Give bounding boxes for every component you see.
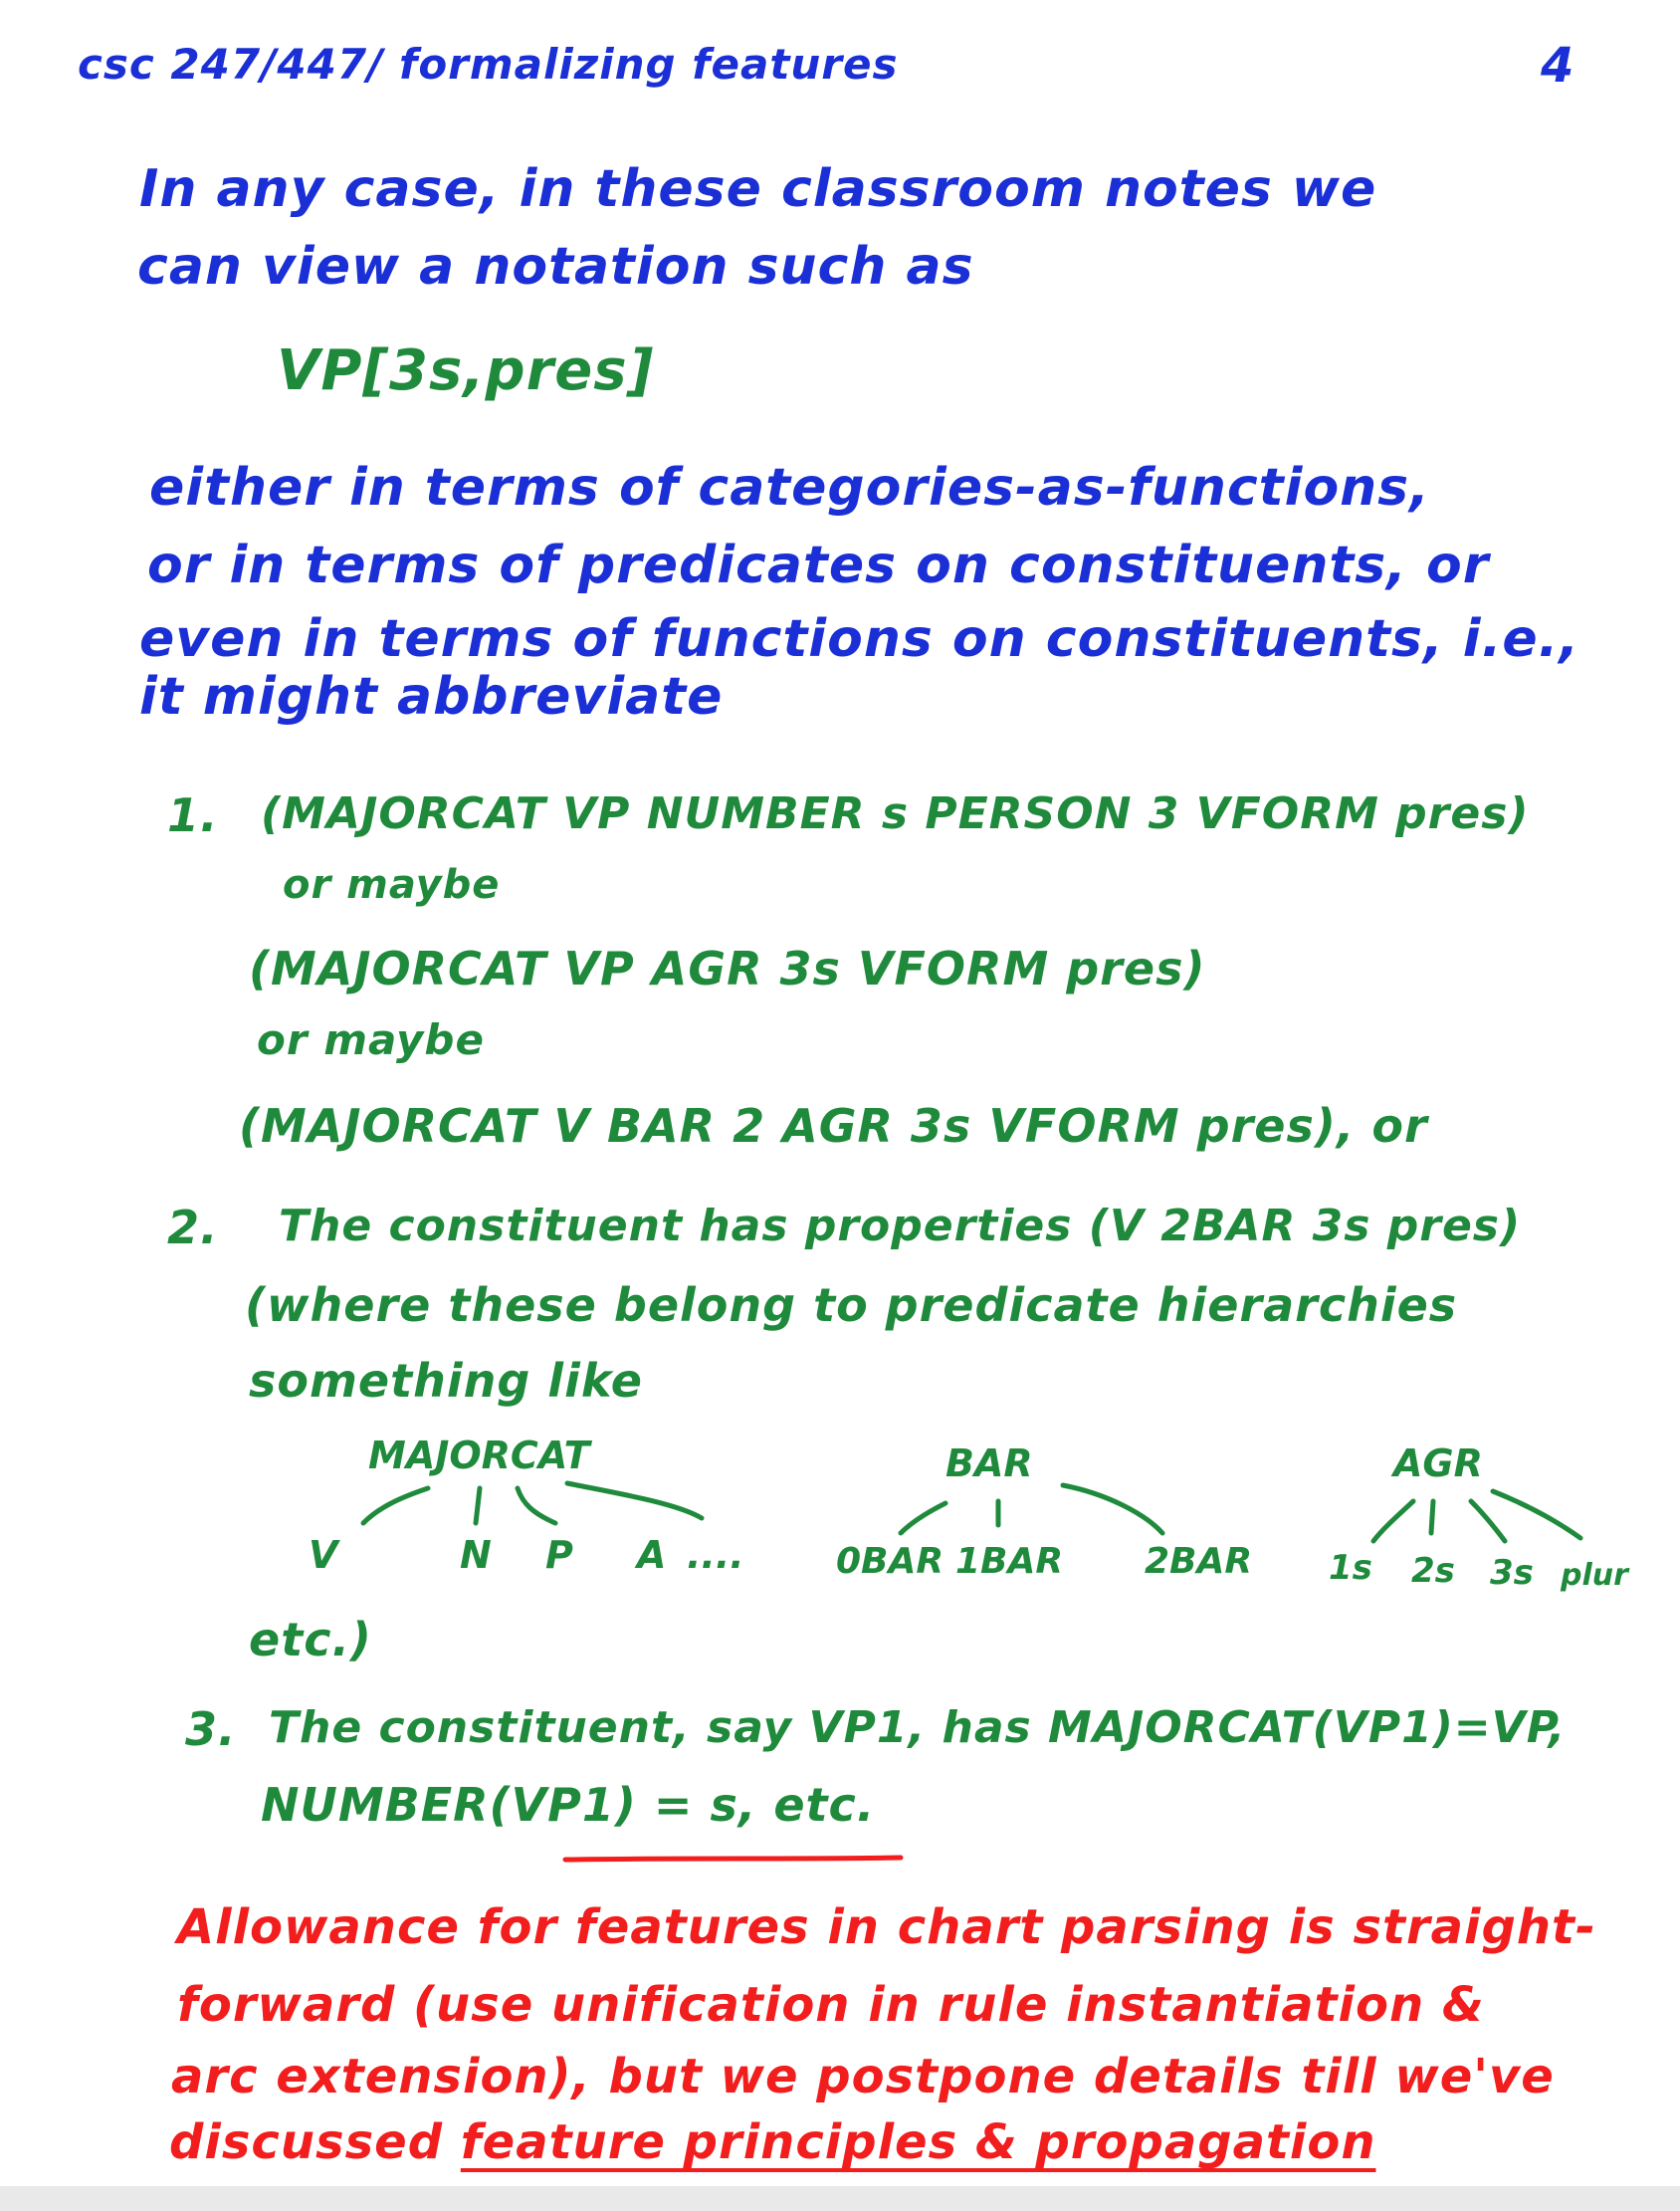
hierarchy-agr-child-2s: 2s (1411, 1551, 1455, 1591)
item-1-or-maybe-1: or maybe (283, 862, 501, 908)
hierarchy-majorcat-child-n: N (460, 1533, 492, 1577)
hierarchy-agr-child-plur: plur (1561, 1558, 1628, 1593)
item-1-line-1: (MAJORCAT VP NUMBER s PERSON 3 VFORM pres) (261, 788, 1530, 839)
page-number: 4 (1541, 38, 1575, 94)
notation-example: VP[3s,pres] (277, 338, 655, 403)
item-1-line-3: (MAJORCAT V BAR 2 AGR 3s VFORM pres), or (239, 1099, 1428, 1153)
item-1-or-maybe-2: or maybe (257, 1015, 485, 1064)
explain-line-4: it might abbreviate (139, 667, 724, 727)
item-3-number: 3. (185, 1702, 237, 1756)
hierarchy-majorcat-root: MAJORCAT (368, 1434, 590, 1477)
item-3-line-1: The constituent, say VP1, has MAJORCAT(VP1)=VP, (269, 1702, 1567, 1753)
footer-line-2: forward (use unification in rule instantiation & (177, 1977, 1485, 2033)
item-2-line-1: The constituent has properties (V 2BAR 3s pres) (279, 1201, 1522, 1251)
scan-bottom-edge (0, 2186, 1680, 2211)
page-header-title: csc 247/447/ formalizing features (78, 40, 899, 89)
hierarchy-bar-child-1bar: 1BAR (955, 1541, 1064, 1582)
explain-line-3: even in terms of functions on constituents, i.e., (139, 609, 1580, 669)
hierarchy-bar-root: BAR (945, 1441, 1033, 1485)
item-2-number: 2. (167, 1201, 219, 1254)
footer-line-3: arc extension), but we postpone details till we've (171, 2049, 1555, 2104)
item-3-line-2: NUMBER(VP1) = s, etc. (261, 1778, 876, 1832)
hierarchy-agr-child-3s: 3s (1490, 1553, 1534, 1593)
intro-line-2: can view a notation such as (137, 237, 974, 297)
hierarchy-agr-root: AGR (1393, 1441, 1483, 1485)
footer-line-4 (169, 2114, 1376, 2170)
footer-line-4-prefix: discussed (169, 2114, 444, 2170)
footer-line-1: Allowance for features in chart parsing is straight- (177, 1899, 1596, 1955)
item-2-line-2: (where these belong to predicate hierarchies (245, 1278, 1458, 1332)
hierarchy-majorcat-ellipsis: .... (687, 1533, 744, 1577)
item-2-line-3: something like (249, 1354, 643, 1408)
hierarchy-majorcat-child-p: P (545, 1533, 573, 1577)
hierarchy-majorcat-child-v: V (309, 1533, 338, 1577)
item-2-etc: etc.) (249, 1613, 372, 1666)
hierarchy-bar-child-2bar: 2BAR (1145, 1541, 1253, 1582)
item-1-number: 1. (167, 788, 219, 842)
footer-line-4-underlined: feature principles & propagation (460, 2114, 1376, 2170)
hierarchy-majorcat-child-a: A (637, 1533, 667, 1577)
item-1-line-2: (MAJORCAT VP AGR 3s VFORM pres) (249, 942, 1206, 995)
hierarchy-agr-child-1s: 1s (1329, 1548, 1372, 1588)
explain-line-1: either in terms of categories-as-functions, (149, 458, 1430, 518)
explain-line-2: or in terms of predicates on constituents, or (147, 536, 1490, 595)
intro-line-1: In any case, in these classroom notes we (139, 159, 1377, 219)
hierarchy-bar-child-0bar: 0BAR (836, 1541, 945, 1582)
